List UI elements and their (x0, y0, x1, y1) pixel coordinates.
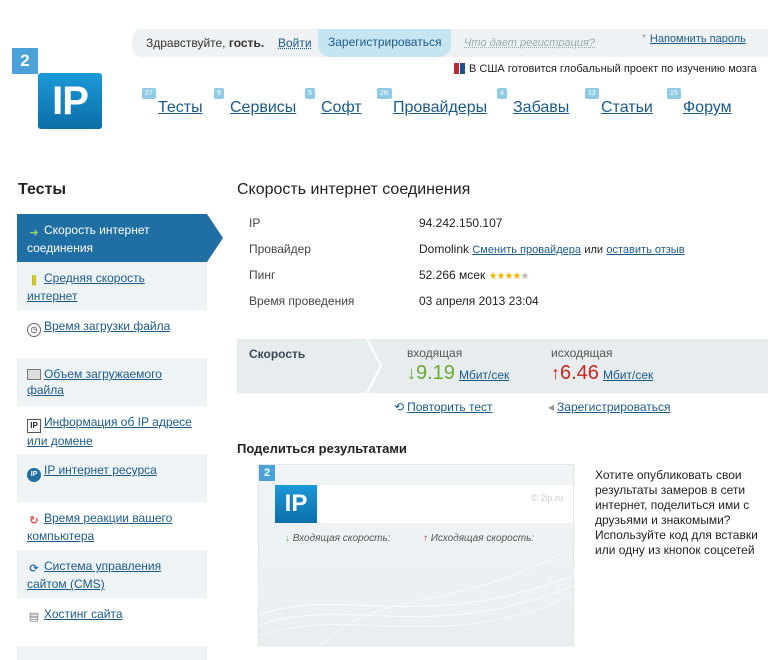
sidebar-item-cms[interactable] (17, 550, 207, 598)
speed-arrow-icon: ➜ (29, 227, 39, 239)
info-row-provider (249, 240, 749, 266)
sidebar-item-label: Информация об IP адресе или домене (27, 415, 192, 448)
speed-panel (237, 339, 768, 393)
time-value: 03 апреля 2013 23:04 (419, 294, 539, 308)
ip-resource-icon: IP (27, 468, 41, 482)
ping-rating-stars (489, 271, 529, 282)
widget-incoming-label: Входящая скорость: (292, 533, 391, 544)
sidebar-item-label: Хостинг сайта (44, 607, 123, 621)
sidebar-item-ip-info[interactable] (17, 406, 207, 454)
connection-info (249, 214, 749, 318)
rating-star-icon: ★ (496, 271, 505, 282)
sidebar-item-ip-resource[interactable] (17, 454, 207, 502)
nav-count: 4 (497, 88, 507, 99)
asterisk-icon: * (642, 33, 646, 44)
up-arrow-icon: ↑ (551, 363, 560, 383)
main-nav (142, 88, 772, 122)
sidebar-item-hosting[interactable] (17, 598, 207, 646)
rating-star-icon: ★ (488, 271, 497, 282)
login-link[interactable]: Войти (278, 36, 312, 50)
rating-star-icon: ★ (504, 271, 513, 282)
register-action[interactable] (548, 400, 671, 414)
outgoing-speed (551, 346, 653, 385)
ping-value: 52.266 мсек (419, 268, 486, 282)
repeat-test-link[interactable]: Повторить тест (407, 400, 493, 414)
sidebar-item-label: Система управления сайтом (CMS) (27, 559, 162, 591)
outgoing-unit[interactable]: Мбит/сек (602, 368, 654, 382)
sidebar-item-label: IP интернет ресурса (44, 463, 157, 477)
monitor-icon (27, 369, 41, 380)
outgoing-header: исходящая (551, 346, 613, 360)
leave-review-link[interactable]: оставить отзыв (606, 244, 685, 256)
incoming-value-wrap (407, 362, 509, 385)
provider-value-wrap (419, 242, 685, 256)
site-logo[interactable] (12, 48, 104, 132)
sidebar-title: Тесты (18, 181, 67, 198)
down-arrow-icon: ↓ (285, 533, 290, 544)
time-label: Время проведения (249, 294, 355, 308)
change-provider-link[interactable]: Сменить провайдера (472, 244, 581, 256)
sidebar-item-label: Скорость интернет соединения (27, 223, 150, 255)
nav-count: 5 (305, 88, 315, 99)
provider-value: Domolink (419, 242, 470, 256)
register-link[interactable]: Зарегистрироваться (318, 29, 451, 57)
why-register-link[interactable]: Что дает регистрация? (464, 37, 595, 49)
widget-logo: IP (275, 485, 317, 523)
page-title: Скорость интернет соединения (237, 181, 471, 198)
logo-badge: 2 (12, 48, 38, 74)
sidebar-item-download-time[interactable] (17, 310, 207, 358)
sidebar (17, 214, 222, 660)
nav-label[interactable]: Забавы (513, 99, 570, 116)
news-logo-icon (454, 62, 466, 74)
nav-count: 13 (585, 88, 599, 99)
sidebar-item-reaction-time[interactable] (17, 502, 207, 550)
sidebar-item-speed[interactable] (17, 214, 207, 262)
sidebar-item-next[interactable] (17, 646, 207, 660)
nav-label[interactable]: Софт (321, 99, 362, 116)
share-description: Хотите опубликовать свои результаты замеров в сети интернет, поделиться ими с друзьями и знакомыми? Используйте код для вставки или одну из кнопок соцсетей (595, 468, 758, 557)
logo-ip: IP (38, 73, 102, 129)
clock-icon: ◷ (27, 323, 41, 337)
provider-label: Провайдер (249, 242, 311, 256)
info-row-ping (249, 266, 749, 292)
widget-incoming (285, 533, 391, 544)
nav-count: 27 (142, 88, 156, 99)
user-bar (132, 29, 768, 57)
sidebar-item-label: Средняя скорость интернет (27, 271, 145, 303)
rating-star-icon: ★ (520, 271, 529, 282)
hosting-icon: ▤ (28, 611, 40, 623)
register-action-link[interactable]: Зарегистрироваться (557, 400, 671, 414)
outgoing-value: 6.46 (560, 362, 599, 384)
nav-label[interactable]: Форум (683, 99, 732, 116)
nav-count: 2K (377, 88, 392, 99)
refresh-icon: ↻ (29, 515, 39, 527)
speed-label: Скорость (249, 347, 306, 361)
ping-value-wrap (419, 268, 528, 282)
nav-count: 15 (667, 88, 681, 99)
sidebar-item-label: Время загрузки файла (44, 319, 171, 333)
speed-divider-icon (365, 339, 385, 393)
remind-password-link[interactable]: Напомнить пароль (649, 33, 746, 45)
remind-password[interactable] (642, 33, 746, 45)
incoming-value: 9.19 (416, 362, 455, 384)
share-title: Поделиться результатами (237, 441, 407, 456)
widget-outgoing (423, 533, 534, 544)
nav-label[interactable]: Провайдеры (393, 99, 488, 116)
ip-label: IP (249, 216, 261, 230)
down-arrow-icon: ↓ (407, 363, 416, 383)
sidebar-item-label: Объем загружаемого файла (27, 367, 162, 397)
provider-or: или (584, 244, 604, 256)
sidebar-item-avg-speed[interactable] (17, 262, 207, 310)
greeting-user: гость. (228, 36, 265, 50)
share-widget-preview[interactable] (258, 464, 574, 646)
cms-icon: ⟳ (29, 563, 39, 575)
nav-count: 9 (214, 88, 224, 99)
news-text[interactable]: В США готовится глобальный проект по изучению мозга (469, 63, 757, 75)
widget-badge: 2 (259, 465, 275, 481)
nav-label[interactable]: Статьи (601, 99, 653, 116)
greeting-prefix: Здравствуйте, (146, 36, 226, 50)
ip-value: 94.242.150.107 (419, 216, 503, 230)
widget-header (275, 485, 573, 523)
ping-label: Пинг (249, 268, 276, 282)
nav-label[interactable]: Тесты (158, 99, 203, 116)
repeat-icon: ⟲ (394, 400, 405, 414)
widget-outgoing-label: Исходящая скорость: (430, 533, 535, 544)
bars-icon: ⫼ (31, 275, 37, 287)
news-ticker[interactable] (454, 62, 757, 75)
incoming-unit[interactable]: Мбит/сек (458, 368, 510, 382)
incoming-header: входящая (407, 346, 463, 360)
nav-label[interactable]: Сервисы (230, 99, 297, 116)
sidebar-item-file-size[interactable] (17, 358, 207, 406)
repeat-test[interactable] (394, 400, 493, 414)
incoming-speed (407, 346, 509, 385)
info-row-ip (249, 214, 749, 240)
greeting (146, 36, 264, 50)
rating-star-icon: ★ (512, 271, 521, 282)
ip-info-icon: IP (27, 419, 41, 433)
register-arrow-icon: ◂ (548, 400, 555, 414)
sidebar-item-label: Время реакции вашего компьютера (27, 511, 173, 543)
info-row-time (249, 292, 749, 318)
widget-site: © 2ip.ru (531, 493, 563, 503)
outgoing-value-wrap (551, 362, 653, 385)
up-arrow-icon: ↑ (423, 533, 428, 544)
